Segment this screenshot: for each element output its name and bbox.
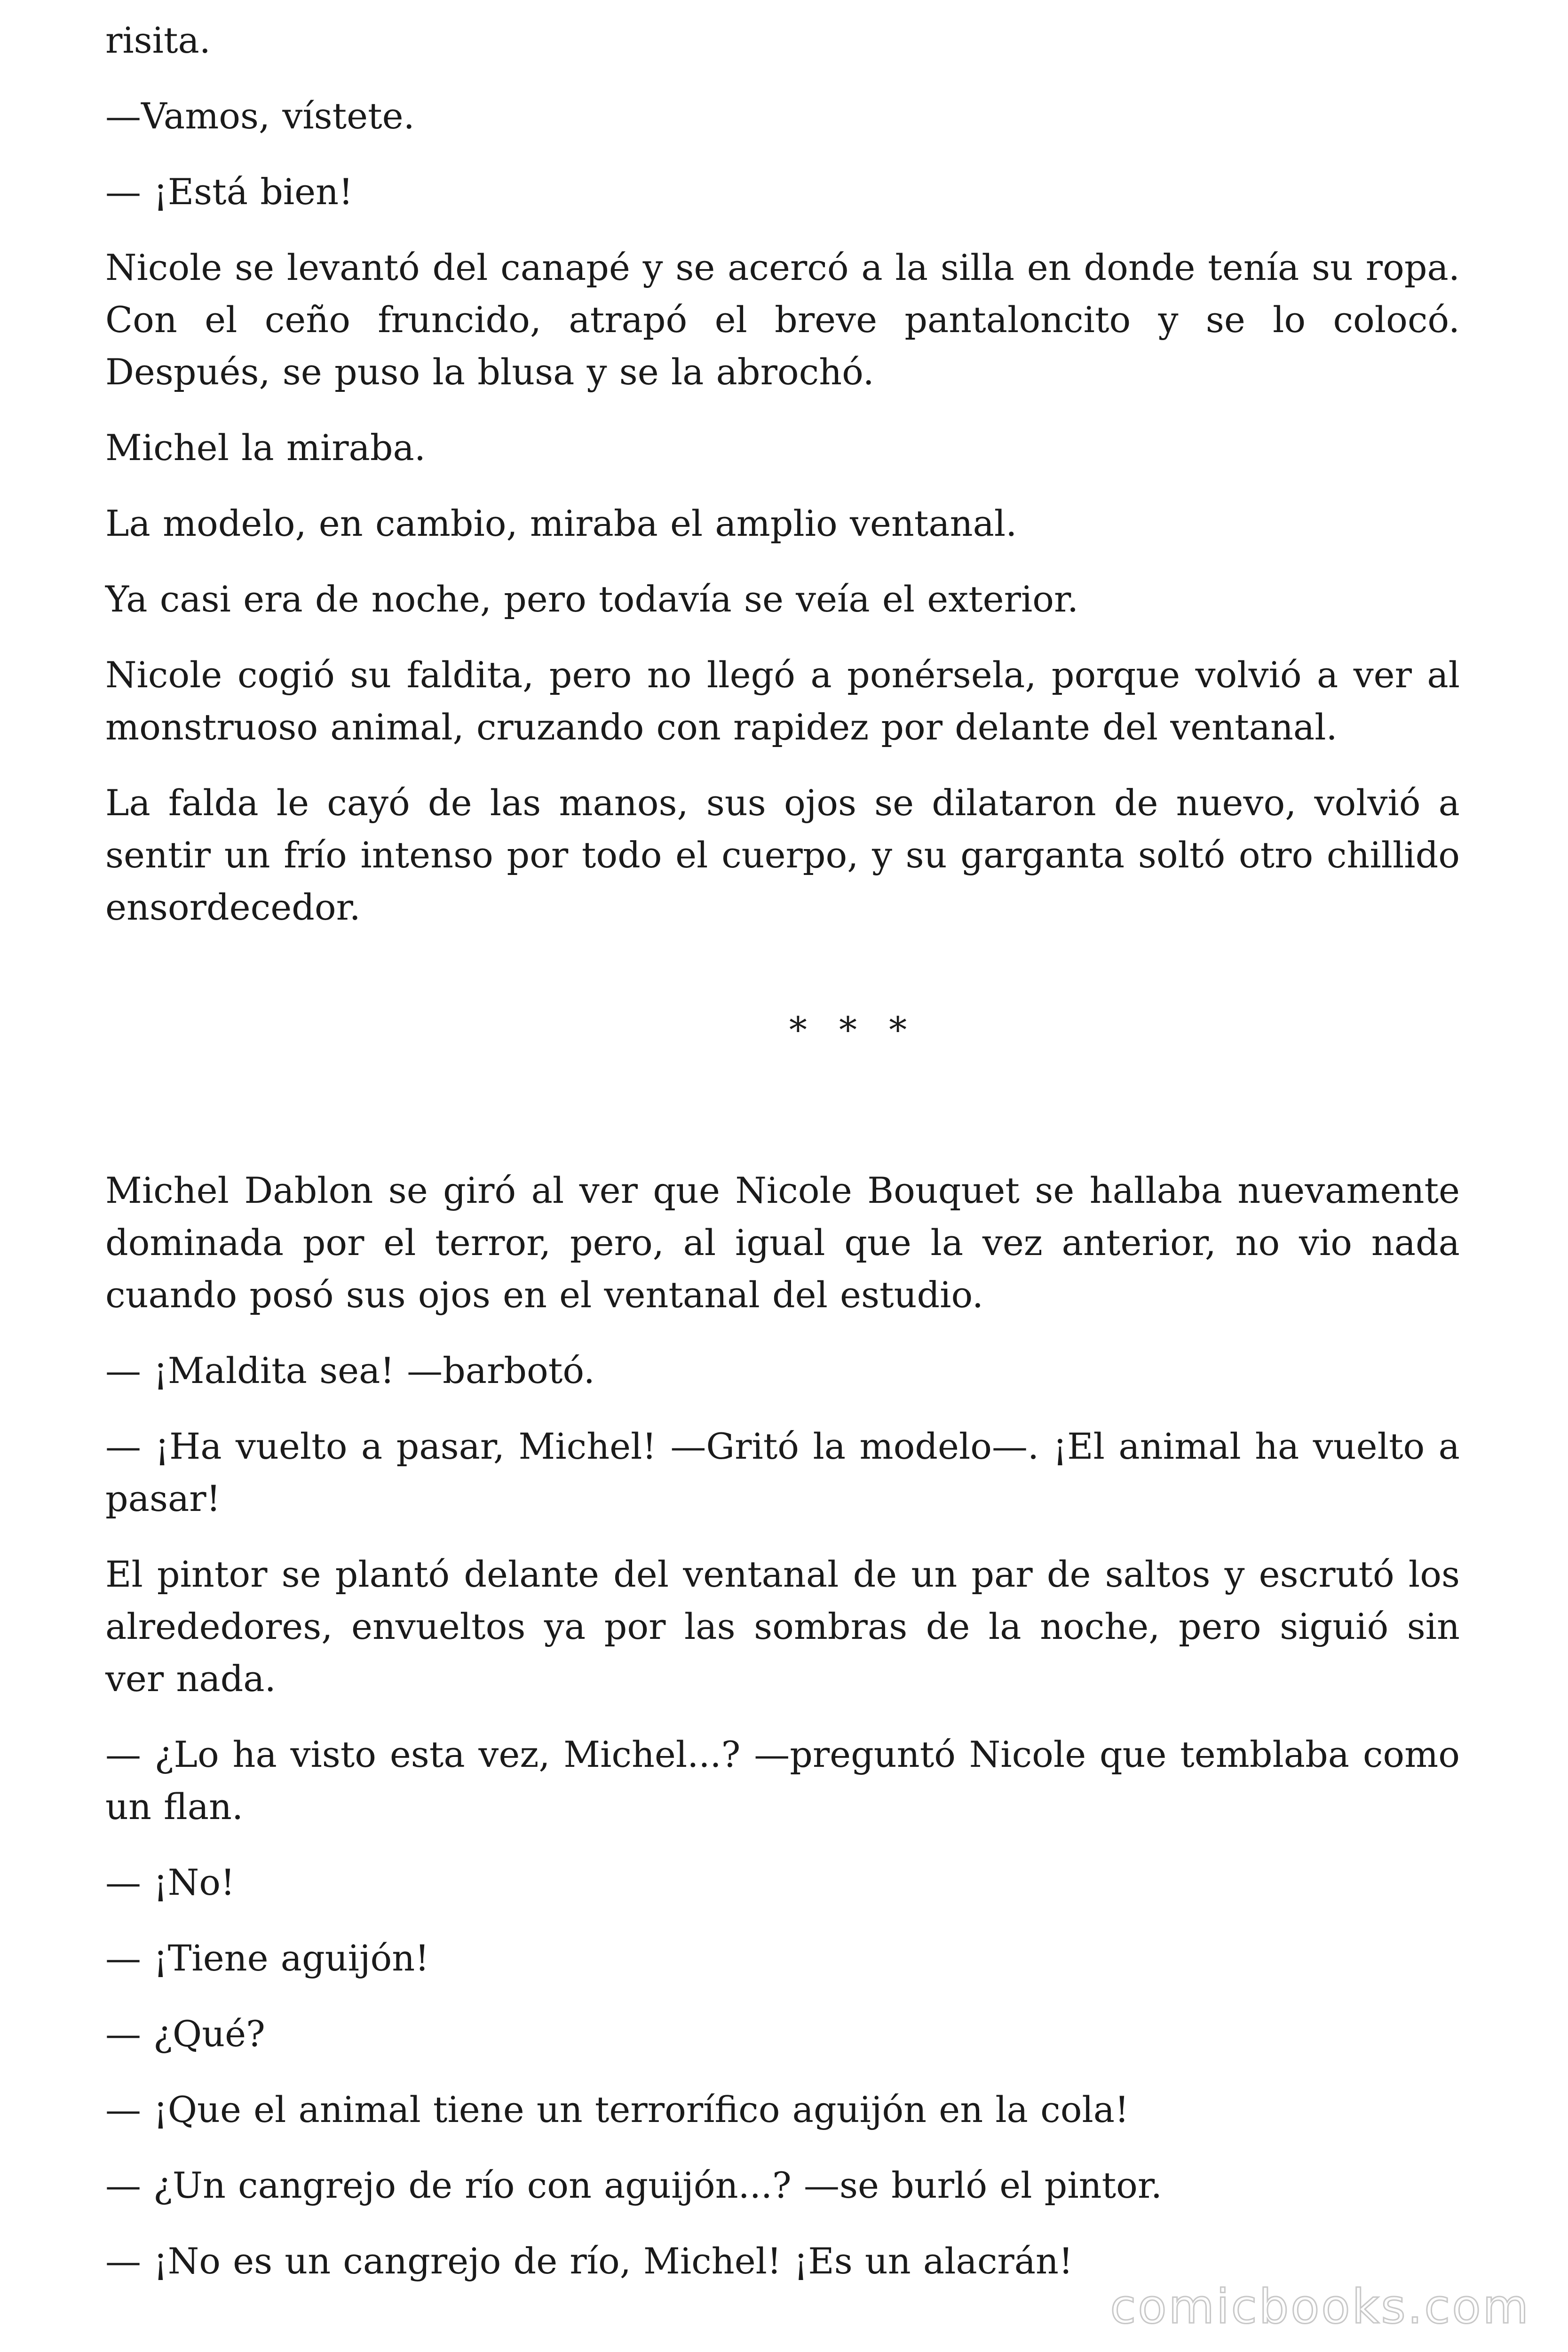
paragraph: — ¿Lo ha visto esta vez, Michel...? —preguntó Nicole que temblaba como un flan.	[105, 1733, 1460, 1828]
paragraph: El pintor se plantó delante del ventanal de un par de saltos y escrutó los alrededores, envueltos ya por las sombras de la noche, pero siguió sin ver nada.	[105, 1553, 1460, 1700]
watermark: comicbooks.com	[1110, 2279, 1530, 2334]
paragraph: La modelo, en cambio, miraba el amplio ventanal.	[105, 502, 1017, 544]
scene-separator: * * *	[789, 1009, 918, 1051]
paragraph: Michel Dablon se giró al ver que Nicole Bouquet se hallaba nuevamente dominada por el terror, pero, al igual que la vez anterior, no vio nada cuando posó sus ojos en el ventanal del estudio.	[105, 1169, 1460, 1316]
paragraph: —Vamos, vístete.	[105, 95, 415, 137]
paragraph: Nicole cogió su faldita, pero no llegó a ponérsela, porque volvió a ver al monstruoso animal, cruzando con rapidez por delante del ventanal.	[105, 654, 1460, 748]
paragraph: — ¡No!	[105, 1861, 235, 1903]
paragraph: risita.	[105, 19, 211, 61]
paragraph: — ¿Qué?	[105, 2013, 265, 2055]
paragraph: — ¡No es un cangrejo de río, Michel! ¡Es un alacrán!	[105, 2240, 1073, 2282]
paragraph: — ¡Tiene aguijón!	[105, 1937, 429, 1979]
paragraph: Michel la miraba.	[105, 427, 426, 469]
paragraph: — ¡Está bien!	[105, 171, 353, 213]
paragraph: — ¡Que el animal tiene un terrorífico aguijón en la cola!	[105, 2089, 1129, 2130]
paragraph: La falda le cayó de las manos, sus ojos se dilataron de nuevo, volvió a sentir un frío intenso por todo el cuerpo, y su garganta soltó otro chillido ensordecedor.	[105, 782, 1460, 928]
paragraph: — ¡Ha vuelto a pasar, Michel! —Gritó la modelo—. ¡El animal ha vuelto a pasar!	[105, 1425, 1460, 1519]
paragraph: — ¡Maldita sea! —barbotó.	[105, 1350, 595, 1391]
document-page	[105, 14, 1460, 2311]
paragraph: Nicole se levantó del canapé y se acercó a la silla en donde tenía su ropa. Con el ceño fruncido, atrapó el breve pantaloncito y se lo colocó. Después, se puso la blusa y se la abrochó.	[105, 246, 1460, 393]
paragraph: Ya casi era de noche, pero todavía se veía el exterior.	[105, 578, 1079, 620]
paragraph: — ¿Un cangrejo de río con aguijón...? —se burló el pintor.	[105, 2164, 1163, 2206]
